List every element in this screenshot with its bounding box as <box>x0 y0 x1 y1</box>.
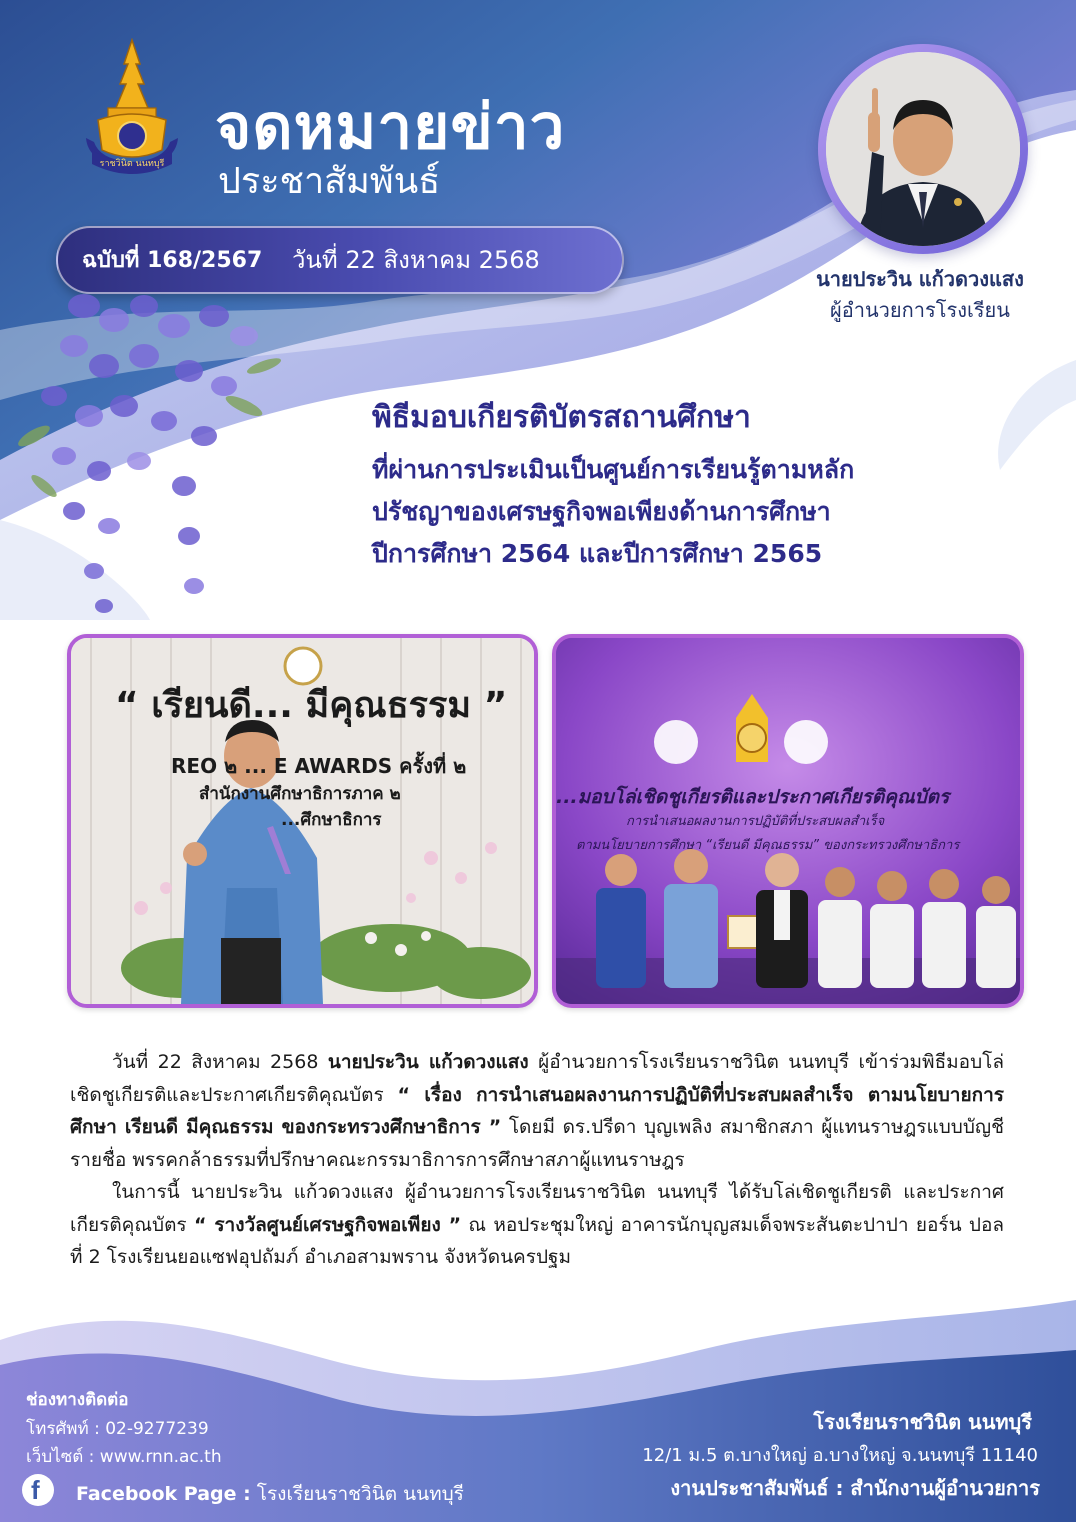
facebook-icon[interactable]: f <box>22 1474 54 1506</box>
photo1-banner-line2: REO ๒ ... E AWARDS ครั้งที่ ๒ <box>171 754 467 778</box>
school-emblem <box>78 38 186 176</box>
photo1-banner-title: “ เรียนดี... มีคุณธรรม ” <box>115 685 508 726</box>
contact-heading: ช่องทางติดต่อ <box>26 1390 129 1410</box>
director-name: นายประวิน แก้วดวงแสง <box>816 267 1024 291</box>
photo2-banner-line2: การนำเสนอผลงานการปฏิบัติที่ประสบผลสำเร็จ <box>626 814 885 829</box>
photo1-banner-line3: สำนักงานศึกษาธิการภาค ๒ <box>199 784 401 804</box>
headline-line-2: ปรัชญาของเศรษฐกิจพอเพียงด้านการศึกษา <box>372 497 831 526</box>
issue-number: ฉบับที่ 168/2567 <box>82 248 263 273</box>
newsletter-title: จดหมายข่าว <box>215 90 566 163</box>
contact-phone: โทรศัพท์ : 02-9277239 <box>26 1419 209 1439</box>
photo2-banner-title: ...มอบโล่เชิดชูเกียรติและประกาศเกียรติคุณบัตร <box>556 786 950 808</box>
newsletter-subtitle: ประชาสัมพันธ์ <box>218 161 441 202</box>
event-photo-award-stage <box>67 634 538 1008</box>
issue-date: วันที่ 22 สิงหาคม 2568 <box>292 246 540 274</box>
director-portrait <box>826 52 1020 246</box>
event-photo-certificate-presentation <box>552 634 1024 1008</box>
photo1-banner-line4: ...ศึกษาธิการ <box>281 810 382 830</box>
facebook-page-link[interactable]: Facebook Page : โรงเรียนราชวินิต นนทบุรี <box>76 1483 464 1505</box>
article-body <box>70 1046 1004 1274</box>
headline-line-1: ที่ผ่านการประเมินเป็นศูนย์การเรียนรู้ตามหลัก <box>372 455 855 484</box>
contact-website[interactable]: เว็บไซต์ : www.rnn.ac.th <box>26 1447 222 1467</box>
pr-office: งานประชาสัมพันธ์ : สำนักงานผู้อำนวยการ <box>670 1476 1040 1500</box>
headline-title: พิธีมอบเกียรติบัตรสถานศึกษา <box>372 400 751 435</box>
school-name: โรงเรียนราชวินิต นนทบุรี <box>813 1410 1032 1434</box>
director-role: ผู้อำนวยการโรงเรียน <box>830 298 1010 322</box>
wisteria-decoration <box>14 286 304 636</box>
article-paragraph-2: ในการนี้ นายประวิน แก้วดวงแสง ผู้อำนวยการโรงเรียนราชวินิต นนทบุรี ได้รับโล่เชิดชูเกียรติ และประกาศเกียรติคุณบัตร “ รางวัลศูนย์เศรษฐกิจพอเพียง ” ณ หอประชุมใหญ่ อาคารนักบุญสมเด็จพระสันตะปาปา ยอร์น ปอลที่ 2 โรงเรียนยอแซฟอุปถัมภ์ อำเภอสามพราน จังหวัดนครปฐม <box>70 1181 1004 1268</box>
school-address: 12/1 ม.5 ต.บางใหญ่ อ.บางใหญ่ จ.นนทบุรี 11140 <box>642 1445 1038 1466</box>
headline-line-3: ปีการศึกษา 2564 และปีการศึกษา 2565 <box>372 539 823 568</box>
article-paragraph-1: วันที่ 22 สิงหาคม 2568 นายประวิน แก้วดวงแสง ผู้อำนวยการโรงเรียนราชวินิต นนทบุรี เข้าร่วมพิธีมอบโล่เชิดชูเกียรติและประกาศเกียรติคุณบัตร “ เรื่อง การนำเสนอผลงานการปฏิบัติที่ประสบผลสำเร็จ ตามนโยบายการศึกษา เรียนดี มีคุณธรรม ของกระทรวงศึกษาธิการ ” โดยมี ดร.ปรีดา บุญเพลิง สมาชิกสภา ผู้แทนราษฎรแบบบัญชีรายชื่อ พรรคกล้าธรรมที่ปรึกษาคณะกรรมาธิการการศึกษาสภาผู้แทนราษฎร <box>70 1051 1005 1171</box>
photo2-banner-line3: ตามนโยบายการศึกษา “เรียนดี มีคุณธรรม” ของกระทรวงศึกษาธิการ <box>576 838 960 853</box>
svg-text:ราชวินิต นนทบุรี: ราชวินิต นนทบุรี <box>99 159 165 169</box>
